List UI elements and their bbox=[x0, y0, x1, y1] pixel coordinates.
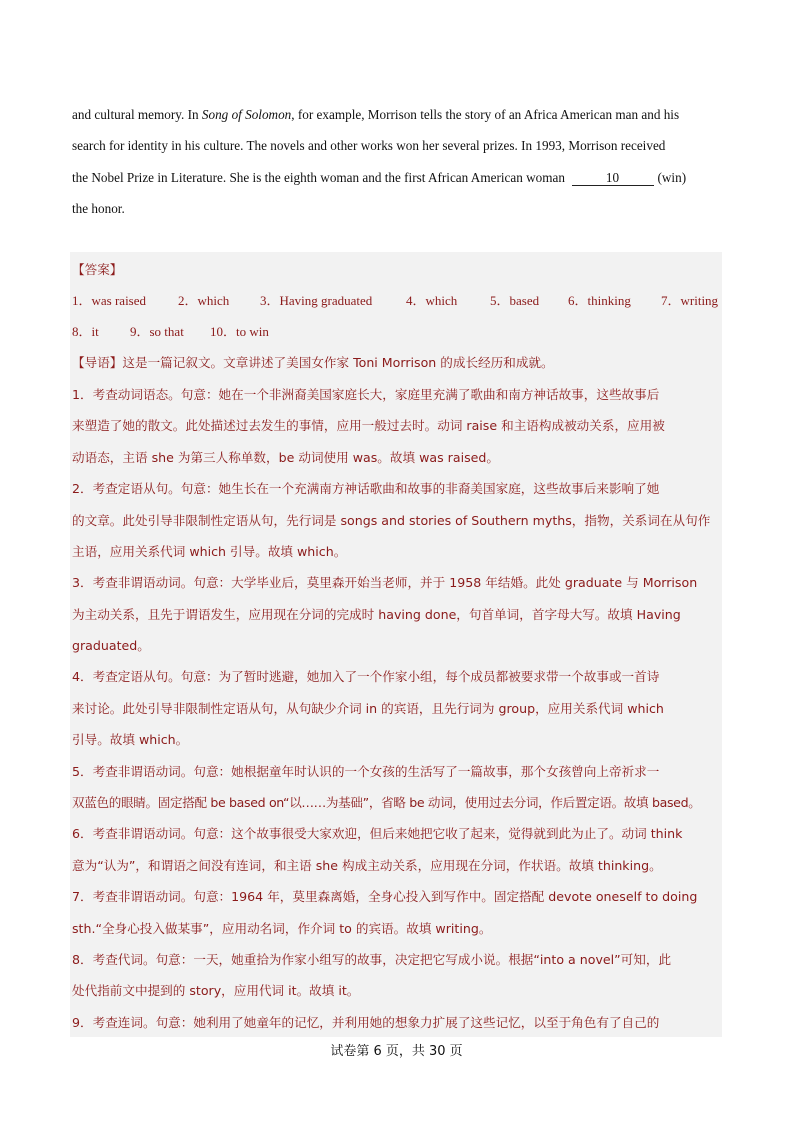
explanation-line: 9．考查连词。句意：她利用了她童年的记忆，并利用她的想象力扩展了这些记忆，以至于角色有了自己的 bbox=[72, 1015, 660, 1030]
explanation-line: 7．考查非谓语动词。句意：1964 年，莫里森离婚，全身心投入到写作中。固定搭配 devote oneself to doing bbox=[72, 889, 698, 904]
answer-5: 5．based bbox=[490, 293, 540, 308]
explanation-line: 6．考查非谓语动词。句意：这个故事很受大家欢迎，但后来她把它收了起来，觉得就到此为止了。动词 think bbox=[72, 826, 683, 841]
passage-line-2: search for identity in his culture. The novels and other works won her several prizes. In 1993, Morrison received bbox=[72, 138, 666, 154]
explanation-line: 8．考查代词。句意：一天，她重拾为作家小组写的故事，决定把它写成小说。根据“into a novel”可知，此 bbox=[72, 952, 672, 967]
explanation-line: 4．考查定语从句。句意：为了暂时逃避，她加入了一个作家小组，每个成员都被要求带一个故事或一首诗 bbox=[72, 669, 660, 684]
answer-8: 8．it bbox=[72, 324, 99, 339]
answer-7: 7．writing bbox=[661, 293, 719, 308]
explanation-line: 的文章。此处引导非限制性定语从句，先行词是 songs and stories of Southern myths，指物，关系词在从句作 bbox=[72, 513, 711, 528]
answer-header: 【答案】 bbox=[72, 262, 123, 277]
explanation-line: 双蓝色的眼睛。固定搭配 be based on“以……为基础”，省略 be 动词，使用过去分词，作后置定语。故填 based。 bbox=[72, 795, 701, 810]
explanation-line: 处代指前文中提到的 story，应用代词 it。故填 it。 bbox=[72, 983, 360, 998]
answer-10: 10．to win bbox=[210, 324, 269, 339]
blank-10: 10 bbox=[572, 171, 654, 186]
explanation-line: 引导。故填 which。 bbox=[72, 732, 189, 747]
passage-line-3: the Nobel Prize in Literature. She is the eighth woman and the first African American woman 10 (win) bbox=[72, 169, 687, 185]
explanation-line: graduated。 bbox=[72, 638, 150, 653]
answer-row-2 bbox=[72, 316, 722, 347]
explanation-line: 1．考查动词语态。句意：她在一个非洲裔美国家庭长大，家庭里充满了歌曲和南方神话故事，这些故事后 bbox=[72, 387, 660, 402]
explanation-line: 意为“认为”，和谓语之间没有连词，和主语 she 构成主动关系，应用现在分词，作状语。故填 thinking。 bbox=[72, 858, 662, 873]
explanation-line: 主语，应用关系代词 which 引导。故填 which。 bbox=[72, 544, 347, 559]
explanation-line: 来讨论。此处引导非限制性定语从句，从句缺少介词 in 的宾语，且先行词为 group，应用关系代词 which bbox=[72, 701, 664, 716]
guide-line: 【导语】这是一篇记叙文。文章讲述了美国女作家 Toni Morrison 的成长经历和成就。 bbox=[72, 355, 554, 370]
passage-line-4: the honor. bbox=[72, 201, 125, 217]
explanation-line: 3．考查非谓语动词。句意：大学毕业后，莫里森开始当老师，并于 1958 年结婚。此处 graduate 与 Morrison bbox=[72, 575, 698, 590]
answer-row-1 bbox=[72, 285, 722, 316]
explanation-line: 为主动关系，且先于谓语发生，应用现在分词的完成时 having done，句首单词，首字母大写。故填 Having bbox=[72, 607, 681, 622]
answer-1: 1．was raised bbox=[72, 293, 147, 308]
explanation-line: sth.“全身心投入做某事”，应用动名词，作介词 to 的宾语。故填 writing。 bbox=[72, 921, 492, 936]
explanation-line: 来塑造了她的散文。此处描述过去发生的事情，应用一般过去时。动词 raise 和主语构成被动关系，应用被 bbox=[72, 418, 665, 433]
explanation-line: 动语态，主语 she 为第三人称单数，be 动词使用 was。故填 was raised。 bbox=[72, 450, 499, 465]
answer-6: 6．thinking bbox=[568, 293, 631, 308]
answer-9: 9．so that bbox=[130, 324, 184, 339]
answer-4: 4．which bbox=[406, 293, 458, 308]
answer-2: 2．which bbox=[178, 293, 230, 308]
page-footer: 试卷第 6 页，共 30 页 bbox=[330, 1044, 463, 1059]
book-title: Song of Solomon bbox=[201, 107, 292, 122]
passage-line-1: and cultural memory. In Song of Solomon, for example, Morrison tells the story of an Africa American man and his bbox=[72, 107, 680, 122]
explanation-line: 5．考查非谓语动词。句意：她根据童年时认识的一个女孩的生活写了一篇故事，那个女孩曾向上帝祈求一 bbox=[72, 764, 660, 779]
explanation-line: 2．考查定语从句。句意：她生长在一个充满南方神话歌曲和故事的非裔美国家庭，这些故事后来影响了她 bbox=[72, 481, 660, 496]
answer-3: 3．Having graduated bbox=[260, 293, 373, 308]
answer-panel bbox=[70, 252, 722, 1037]
passage-text bbox=[72, 99, 726, 225]
